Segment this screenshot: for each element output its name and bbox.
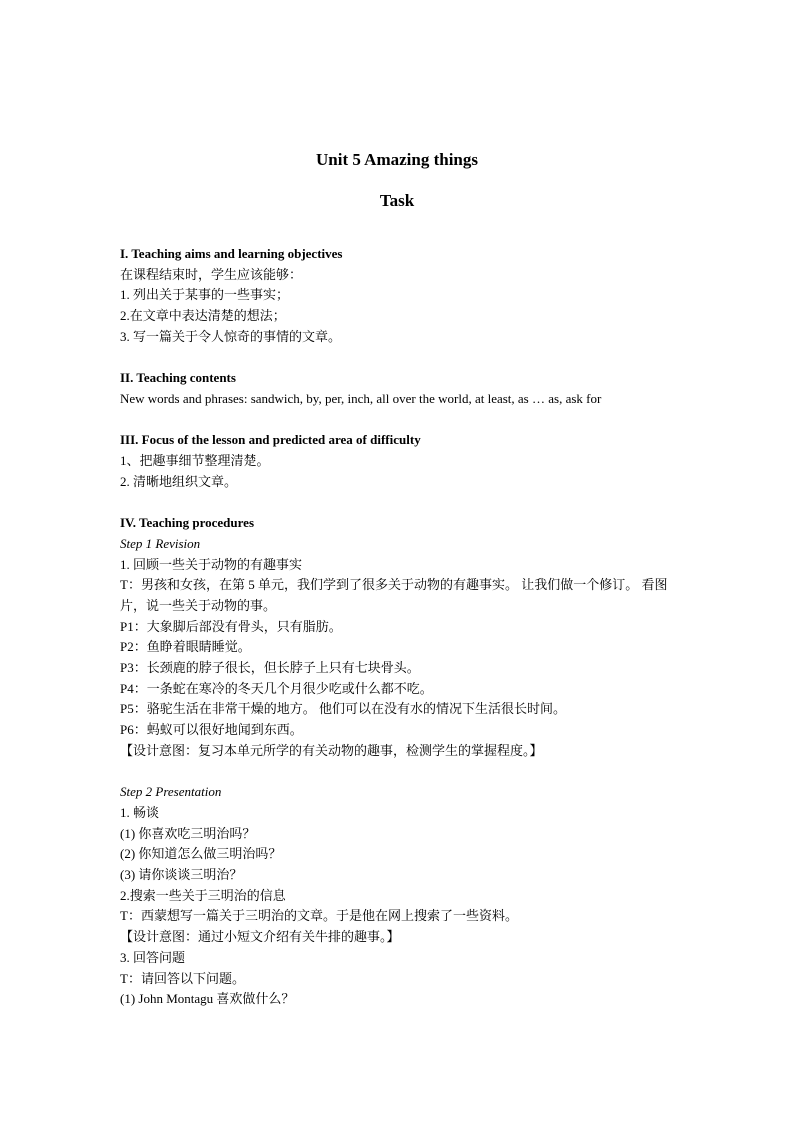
focus-line: 1、把趣事细节整理清楚。 <box>120 453 270 468</box>
step-2-design-note: 【设计意图：通过小短文介绍有关牛排的趣事。】 <box>120 929 400 945</box>
step-2-line: T：请回答以下问题。 <box>120 970 245 986</box>
step-1-title: Step 1 Revision <box>120 535 201 551</box>
spacer <box>120 492 685 513</box>
step-2-title: Step 2 Presentation <box>120 784 222 800</box>
step-1-design-note: 【设计意图：复习本单元所学的有关动物的趣事，检测学生的掌握程度。】 <box>120 742 543 758</box>
contents-line: New words and phrases: sandwich, by, per, inch, all over the world, at least, as … as, ask for <box>120 390 602 406</box>
aims-line: 1. 列出关于某事的一些事实； <box>120 287 290 303</box>
step-2-line: (1) 你喜欢吃三明治吗？ <box>120 825 256 841</box>
section-heading-procedures: IV. Teaching procedures <box>120 515 255 531</box>
step-1-line: P3：长颈鹿的脖子很长，但长脖子上只有七块骨头。 <box>120 660 420 676</box>
step-1-line: P4：一条蛇在寒冷的冬天几个月很少吃或什么都不吃。 <box>120 680 433 696</box>
step-1-line: 1. 回顾一些关于动物的有趣事实 <box>120 556 303 572</box>
spacer <box>120 410 685 431</box>
section-heading-contents: II. Teaching contents <box>120 370 236 386</box>
focus-line: 2. 清晰地组织文章。 <box>120 473 238 489</box>
document-body <box>120 244 685 1010</box>
step-2-line: (2) 你知道怎么做三明治吗？ <box>120 846 282 862</box>
step-2-line: 3. 回答问题 <box>120 949 186 965</box>
aims-line: 在课程结束时，学生应该能够： <box>120 266 303 282</box>
aims-line: 2.在文章中表达清楚的想法； <box>120 308 286 324</box>
section-heading-aims: I. Teaching aims and learning objectives <box>120 246 343 261</box>
step-1-line: P1：大象脚后部没有骨头，只有脂肪。 <box>120 618 342 634</box>
spacer <box>120 348 685 369</box>
section-heading-focus: III. Focus of the lesson and predicted area of difficulty <box>120 432 421 448</box>
step-2-line: T：西蒙想写一篇关于三明治的文章。于是他在网上搜索了一些资料。 <box>120 908 518 924</box>
step-1-line: P2：鱼睁着眼睛睡觉。 <box>120 639 251 655</box>
document-subtitle: Task <box>379 191 415 210</box>
step-2-line: (1) John Montagu 喜欢做什么？ <box>120 991 295 1007</box>
spacer <box>120 762 685 783</box>
step-1-line: P5：骆驼生活在非常干燥的地方。 他们可以在没有水的情况下生活很长时间。 <box>120 701 566 717</box>
step-1-line: P6：蚂蚁可以很好地闻到东西。 <box>120 722 303 738</box>
step-2-line: 1. 畅谈 <box>120 804 160 820</box>
document-title: Unit 5 Amazing things <box>316 150 478 169</box>
step-2-line: (3) 请你谈谈三明治？ <box>120 867 243 883</box>
step-2-line: 2.搜索一些关于三明治的信息 <box>120 887 286 903</box>
aims-line: 3. 写一篇关于令人惊奇的事情的文章。 <box>120 328 342 344</box>
step-1-line: T：男孩和女孩，在第 5 单元，我们学到了很多关于动物的有趣事实。 让我们做一个修订。 看图片，说一些关于动物的事。 <box>120 577 668 613</box>
